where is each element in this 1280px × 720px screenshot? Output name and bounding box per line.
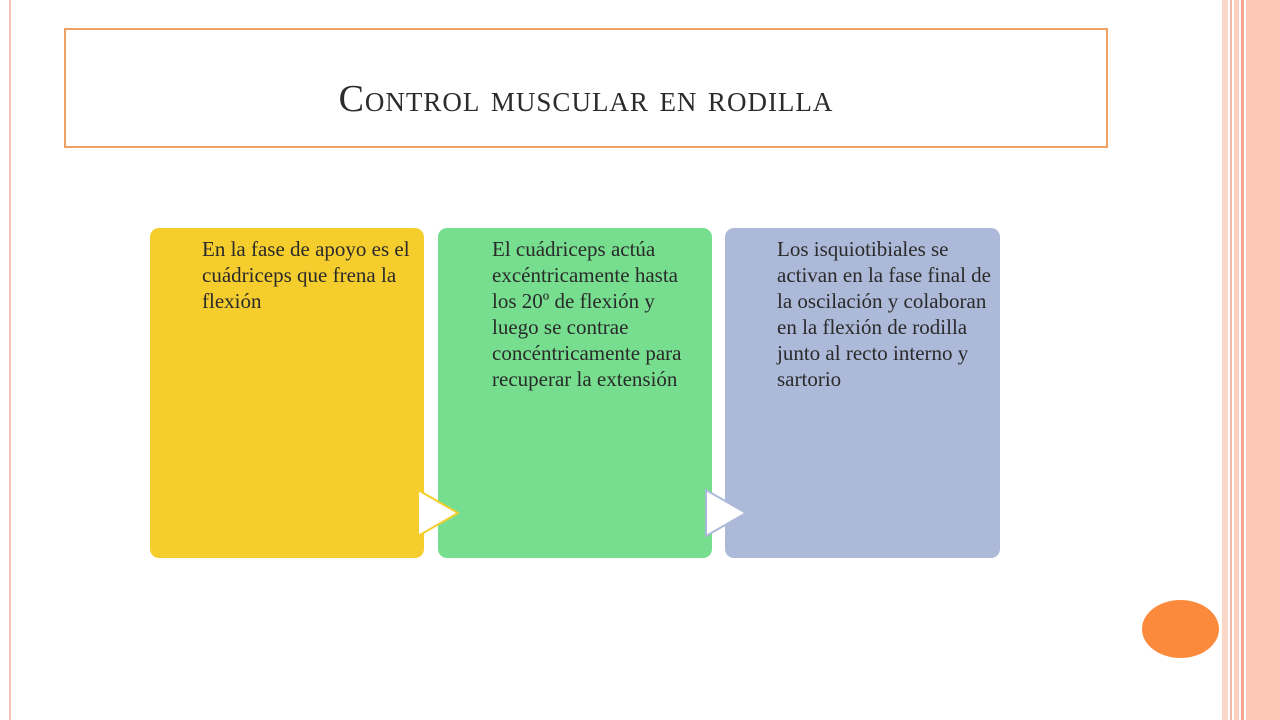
chevron-right-icon <box>414 488 462 538</box>
orange-circle-button[interactable] <box>1142 600 1219 658</box>
chevron-right-icon <box>702 488 750 538</box>
right-decorative-stripes <box>1222 0 1280 720</box>
card-text: Los isquiotibiales se activan en la fase final de la oscilación y colaboran en la flexión de rodilla junto al recto interno y sartorio <box>777 237 991 391</box>
card-text: El cuádriceps actúa excéntricamente hasta los 20º de flexión y luego se contrae concéntricamente para recuperar la extensión <box>492 237 682 391</box>
title-box <box>64 28 1108 148</box>
process-card-3 <box>725 228 1000 558</box>
left-accent-line <box>9 0 11 720</box>
slide-title: Control muscular en rodilla <box>338 78 834 120</box>
process-card-1 <box>150 228 424 558</box>
card-text: En la fase de apoyo es el cuádriceps que frena la flexión <box>202 237 410 313</box>
process-card-2 <box>438 228 712 558</box>
